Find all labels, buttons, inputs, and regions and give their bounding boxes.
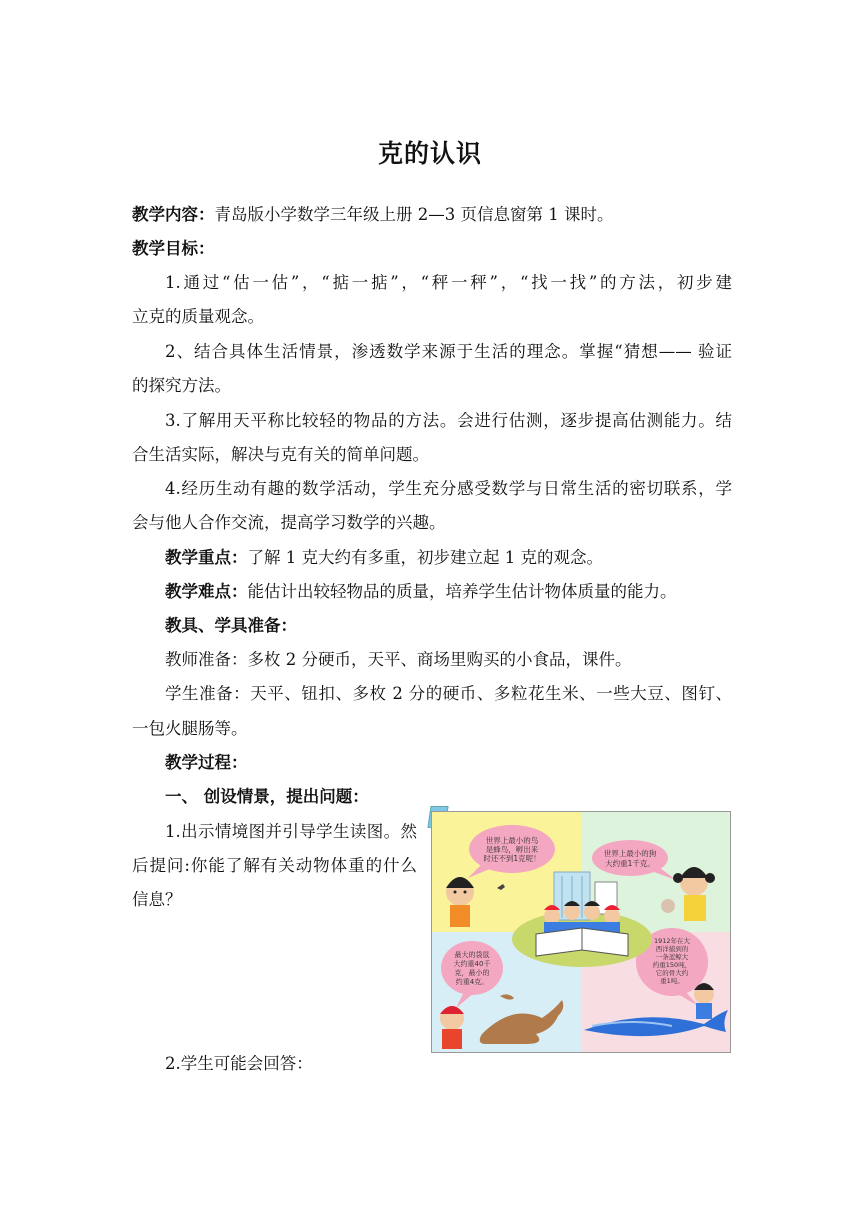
student-prep-line1: 学生准备：天平、钮扣、多枚 2 分的硬币、多粒花生米、一些大豆、图钉、 [165,684,732,703]
difficulty [165,575,732,609]
step1-line1: 1.出示情境图并引导学生读图。然 [165,822,417,841]
step1-line2: 后提问:你能了解有关动物体重的什么 [132,856,417,875]
goal2-line1: 2、结合具体生活情景，渗透数学来源于生活的理念。掌握“猜想—— 验证 [165,342,732,361]
bubble-br-line3: 一条蓝鲸大 [655,953,689,961]
dog-icon [661,899,675,913]
step2: 2.学生可能会回答： [165,1054,313,1073]
goal3-line2: 合生活实际，解决与克有关的简单问题。 [132,445,429,464]
teacher-prep: 教师准备：多枚 2 分硬币，天平、商场里购买的小食品，课件。 [165,650,632,669]
key-point [165,541,732,575]
process-label: 教学过程： [165,753,248,772]
step1-line3: 信息？ [132,890,182,909]
bubble-bl-line1: 最大的袋鼠 [454,951,490,959]
content-text: 青岛版小学数学三年级上册 2—3 页信息窗第 1 课时。 [214,205,614,224]
key-text: 了解 1 克大约有多重，初步建立起 1 克的观念。 [247,548,603,567]
section1-heading: 一、 创设情景，提出问题： [165,787,369,806]
bubble-br-line5: 它的骨大约 [655,969,689,977]
content-label: 教学内容： [132,205,215,224]
goal3-line1: 3.了解用天平称比较轻的物品的方法。会进行估测，逐步提高估测能力。结 [165,411,732,430]
bubble-tl-line3: 时还不到1克呢！ [483,854,541,863]
page-title: 克的认识 [377,139,482,168]
key-label: 教学重点： [165,548,248,567]
student-prep-line2: 一包火腿肠等。 [132,719,248,738]
goal4-line1: 4.经历生动有趣的数学活动，学生充分感受数学与日常生活的密切联系，学 [165,479,732,498]
bubble-br-line2: 西洋捕到的 [655,945,689,953]
kid-head-icon [544,908,560,924]
bubble-br-line4: 约重150吨， [652,961,692,969]
bubble-tl-line2: 是蜂鸟，孵出来 [485,845,539,854]
child-icon [694,983,714,1019]
teaching-content [132,198,732,232]
bubble-bl-line3: 克，最小的 [454,969,490,977]
bubble-tr-line1: 世界上最小的狗 [603,849,657,858]
goal1-line1: 1.通过“估一估”，“掂一掂”，“秤一秤”，“找一找”的方法，初步建 [165,273,732,292]
kid-head-icon [604,908,620,924]
kid-head-icon [564,904,580,920]
goal2-line2: 的探究方法。 [132,376,231,395]
diff-text: 能估计出较轻物品的质量，培养学生估计物体质量的能力。 [247,582,677,601]
diff-label: 教学难点： [165,582,248,601]
prep-label: 教具、学具准备： [165,616,297,635]
bubble-br-line6: 重1吨。 [660,977,684,985]
bubble-bl-line2: 大约重40千 [453,960,491,968]
bubble-tl-line1: 世界上最小的鸟 [485,836,539,845]
kid-head-icon [584,904,600,920]
goal1-line2: 立克的质量观念。 [132,307,264,326]
animal-weight-illustration [431,811,731,1053]
bubble-bl-line4: 约重4克。 [455,978,489,986]
goals-label: 教学目标： [132,239,215,258]
goal4-line2: 会与他人合作交流，提高学习数学的兴趣。 [132,513,446,532]
bubble-br-line1: 1912年在大 [653,937,691,945]
bubble-tr-line2: 大约重1千克。 [605,859,655,868]
